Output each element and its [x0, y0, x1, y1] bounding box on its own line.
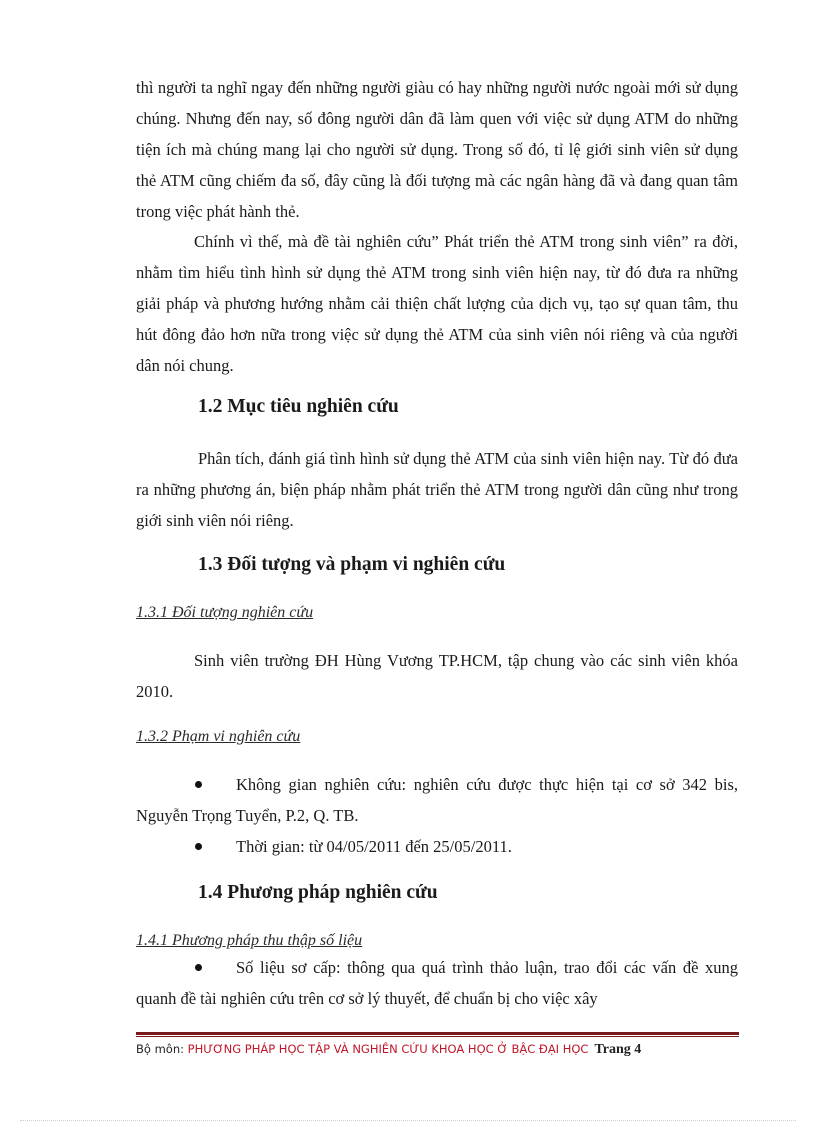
bullet-text: Số liệu sơ cấp: thông qua quá trình thảo luận, trao đổi các vấn đề xung quanh đề tài nghiên cứu trên cơ sở lý thuyết, để chuẩn bị cho việc xây	[136, 958, 738, 1008]
bullet-item-primary-data	[136, 952, 738, 1014]
footer-divider	[136, 1032, 739, 1035]
heading-1-4: 1.4 Phương pháp nghiên cứu	[198, 882, 438, 903]
heading-1-3: 1.3 Đối tượng và phạm vi nghiên cứu	[198, 554, 506, 575]
paragraph-purpose: Chính vì thế, mà đề tài nghiên cứu” Phát triển thẻ ATM trong sinh viên” ra đời, nhằm tìm hiểu tình hình sử dụng thẻ ATM trong sinh viên hiện nay, từ đó đưa ra những giải pháp và phương hướng nhằm cải thiện chất lượng của dịch vụ, tạo sự quan tâm, thu hút đông đảo hơn nữa trong việc sử dụng thẻ ATM của sinh viên nói riêng và của người dân nói chung.	[136, 232, 738, 375]
bullet-text: Thời gian: từ 04/05/2011 đến 25/05/2011.	[236, 837, 512, 856]
bullet-icon	[195, 781, 202, 788]
subheading-1-3-2: 1.3.2 Phạm vi nghiên cứu	[136, 728, 301, 745]
subheading-1-4-1: 1.4.1 Phương pháp thu thập số liệu	[136, 932, 363, 949]
footer-divider-thin	[136, 1036, 739, 1037]
bullet-icon	[195, 964, 202, 971]
heading-1-2: 1.2 Mục tiêu nghiên cứu	[198, 396, 399, 417]
page-edge-divider	[20, 1120, 796, 1121]
paragraph-intro-continued: thì người ta nghĩ ngay đến những người giàu có hay những người nước ngoài mới sử dụng chúng. Nhưng đến nay, số đông người dân đã làm quen với việc sử dụng ATM do những tiện ích mà chúng mang lại cho người sử dụng. Trong số đó, tỉ lệ giới sinh viên sử dụng thẻ ATM cũng chiếm đa số, đây cũng là đối tượng mà các ngân hàng đã và đang quan tâm trong việc phát hành thẻ.	[136, 78, 738, 221]
page-number: Trang 4	[594, 1042, 642, 1057]
paragraph-objectives: Phân tích, đánh giá tình hình sử dụng thẻ ATM của sinh viên hiện nay. Từ đó đưa ra những phương án, biện pháp nhằm phát triển thẻ ATM trong người dân cũng như trong giới sinh viên nói riêng.	[136, 449, 738, 530]
footer-label: Bộ môn:	[136, 1042, 188, 1056]
bullet-item-space	[136, 769, 738, 831]
page-footer	[136, 1042, 641, 1058]
bullet-text: Không gian nghiên cứu: nghiên cứu được thực hiện tại cơ sở 342 bis, Nguyễn Trọng Tuyển, P.2, Q. TB.	[136, 775, 738, 825]
footer-subject: PHƯƠNG PHÁP HỌC TẬP VÀ NGHIÊN CỨU KHOA HỌC Ở BẬC ĐẠI HỌC	[187, 1042, 589, 1056]
bullet-icon	[195, 843, 202, 850]
subheading-1-3-1: 1.3.1 Đối tượng nghiên cứu	[136, 604, 314, 621]
paragraph-research-subject: Sinh viên trường ĐH Hùng Vương TP.HCM, tập chung vào các sinh viên khóa 2010.	[136, 651, 738, 701]
bullet-item-time	[136, 831, 738, 862]
